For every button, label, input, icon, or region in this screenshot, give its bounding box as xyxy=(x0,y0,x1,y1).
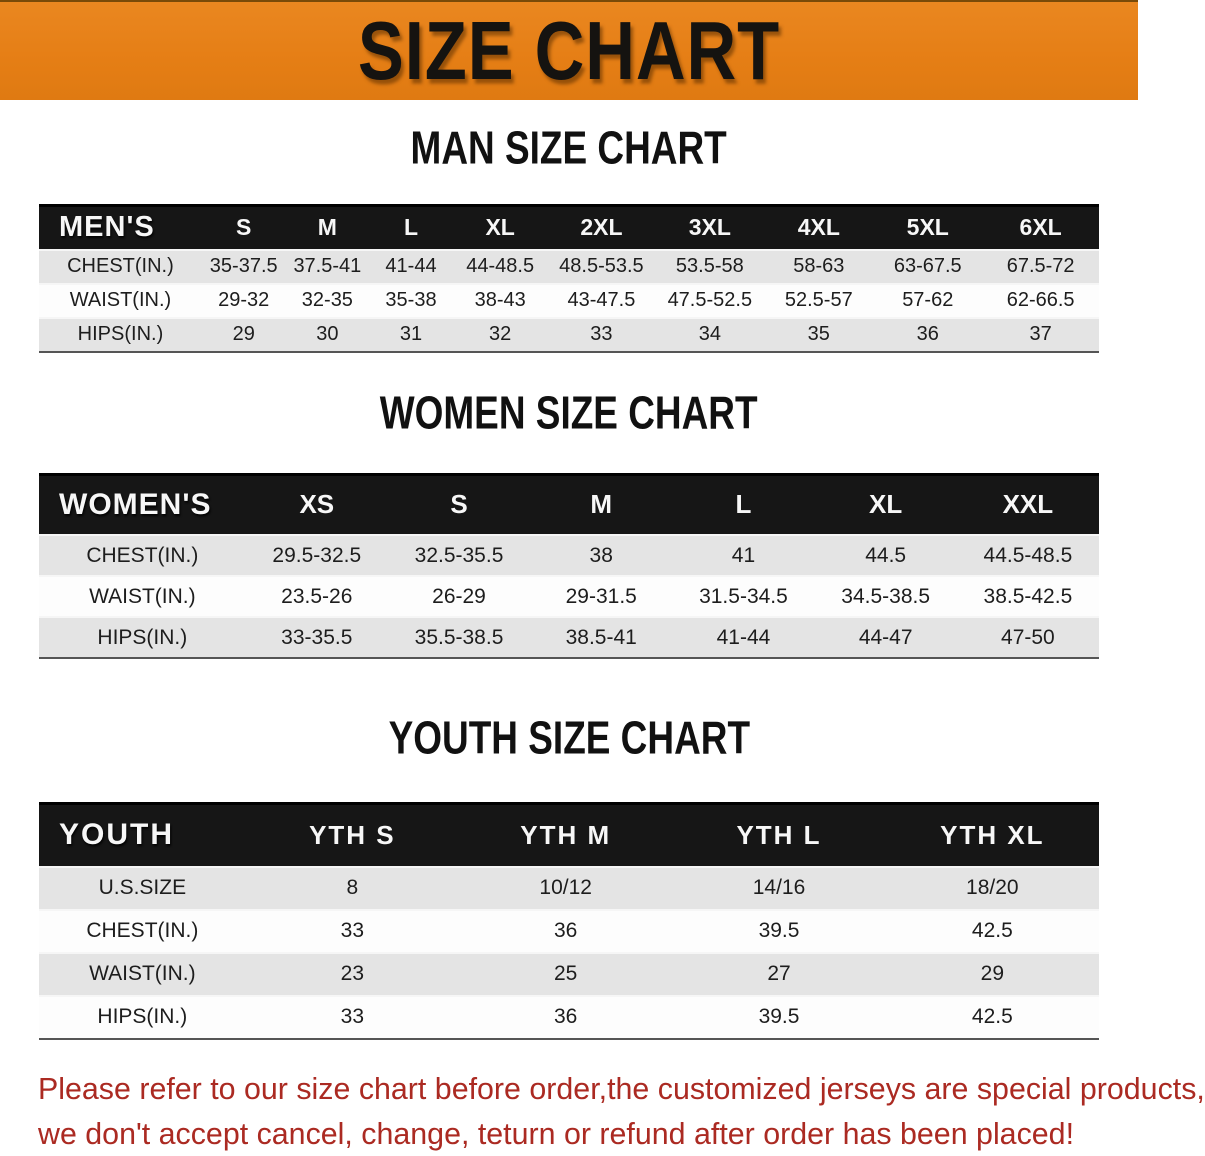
size-value-cell: 32-35 xyxy=(301,289,353,311)
size-column-header: 6XL xyxy=(982,206,1099,250)
size-value-cell: 31.5-34.5 xyxy=(699,584,788,608)
table-header-row xyxy=(39,804,1099,867)
size-column-header: XXL xyxy=(957,474,1099,535)
youth-size-table xyxy=(39,802,1099,1040)
table-row xyxy=(39,284,1099,318)
size-value-cell: 63-67.5 xyxy=(893,255,962,277)
size-value-cell: 37 xyxy=(1029,323,1052,345)
men-section-heading xyxy=(0,121,1138,182)
size-value-cell: 35-37.5 xyxy=(209,255,278,277)
size-value-cell: 38 xyxy=(589,543,613,567)
table-row xyxy=(39,996,1099,1039)
size-value-cell: 14/16 xyxy=(752,876,806,899)
size-column-header: M xyxy=(286,206,370,250)
youth-section-heading xyxy=(0,711,1138,772)
youth-size-section xyxy=(0,711,1138,1040)
size-value-cell: 38.5-41 xyxy=(565,625,637,649)
size-column-header: YTH L xyxy=(672,804,885,867)
size-value-cell: 42.5 xyxy=(971,1005,1013,1028)
size-value-cell: 10/12 xyxy=(539,876,592,899)
row-label: CHEST(IN.) xyxy=(86,919,199,942)
size-value-cell: 67.5-72 xyxy=(1006,255,1075,277)
table-row xyxy=(39,576,1099,617)
size-value-cell: 47.5-52.5 xyxy=(667,289,753,311)
size-value-cell: 23 xyxy=(340,962,365,985)
size-column-header: XL xyxy=(453,206,548,250)
size-column-header: M xyxy=(530,474,672,535)
size-value-cell: 26-29 xyxy=(432,584,486,608)
row-label: CHEST(IN.) xyxy=(67,255,174,277)
size-column-header: 3XL xyxy=(655,206,764,250)
size-value-cell: 29.5-32.5 xyxy=(272,543,362,567)
women-section-heading-text: WOMEN SIZE CHART xyxy=(380,386,758,438)
size-value-cell: 34.5-38.5 xyxy=(841,584,931,608)
table-header-row xyxy=(39,474,1099,535)
women-size-section xyxy=(0,386,1138,660)
size-chart-banner xyxy=(0,0,1138,100)
size-column-header: L xyxy=(369,206,453,250)
size-value-cell: 44-47 xyxy=(858,625,913,649)
size-value-cell: 33 xyxy=(340,1005,365,1028)
size-value-cell: 62-66.5 xyxy=(1006,289,1075,311)
row-label: CHEST(IN.) xyxy=(86,543,199,567)
size-value-cell: 25 xyxy=(554,962,578,985)
banner-title: SIZE CHART xyxy=(357,3,781,97)
table-corner-label: MEN'S xyxy=(39,206,202,250)
row-label: HIPS(IN.) xyxy=(97,625,188,649)
size-value-cell: 38.5-42.5 xyxy=(983,584,1073,608)
size-value-cell: 33 xyxy=(340,919,365,942)
youth-section-heading-text: YOUTH SIZE CHART xyxy=(388,711,750,764)
size-value-cell: 30 xyxy=(316,323,339,345)
disclaimer-line-1: Please refer to our size chart before order,the customized jerseys are special products, xyxy=(38,1070,1205,1106)
size-value-cell: 8 xyxy=(346,876,359,899)
table-header-row xyxy=(39,206,1099,250)
size-value-cell: 39.5 xyxy=(758,1005,800,1028)
size-value-cell: 29-31.5 xyxy=(565,584,637,608)
table-row xyxy=(39,535,1099,576)
size-column-header: YTH M xyxy=(459,804,672,867)
row-label: HIPS(IN.) xyxy=(77,323,164,345)
size-value-cell: 33 xyxy=(590,323,613,345)
size-value-cell: 52.5-57 xyxy=(784,289,853,311)
disclaimer-note xyxy=(38,1066,1205,1156)
size-value-cell: 44.5 xyxy=(865,543,907,567)
size-value-cell: 18/20 xyxy=(966,876,1019,899)
row-label: WAIST(IN.) xyxy=(69,289,172,311)
disclaimer-line-2: we don't accept cancel, change, teturn or refund after order has been placed! xyxy=(38,1115,1075,1151)
size-value-cell: 29-32 xyxy=(218,289,270,311)
size-column-header: 2XL xyxy=(547,206,655,250)
size-value-cell: 41-44 xyxy=(385,255,437,277)
size-value-cell: 27 xyxy=(767,962,791,985)
size-value-cell: 32.5-35.5 xyxy=(414,543,504,567)
women-size-table xyxy=(39,473,1099,660)
men-size-table xyxy=(39,204,1099,353)
size-column-header: S xyxy=(202,206,286,250)
size-value-cell: 29 xyxy=(232,323,255,345)
table-row xyxy=(39,910,1099,953)
men-size-section xyxy=(0,121,1138,353)
size-column-header: YTH XL xyxy=(886,804,1099,867)
size-column-header: YTH S xyxy=(246,804,459,867)
size-value-cell: 35-38 xyxy=(385,289,437,311)
table-corner-label: YOUTH xyxy=(39,804,246,867)
table-row xyxy=(39,318,1099,352)
size-value-cell: 43-47.5 xyxy=(567,289,636,311)
size-value-cell: 44.5-48.5 xyxy=(983,543,1073,567)
size-value-cell: 41-44 xyxy=(716,625,771,649)
size-value-cell: 41 xyxy=(731,543,756,567)
size-column-header: S xyxy=(388,474,530,535)
size-value-cell: 57-62 xyxy=(902,289,954,311)
row-label: HIPS(IN.) xyxy=(97,1005,188,1028)
size-column-header: 4XL xyxy=(764,206,873,250)
size-column-header: L xyxy=(672,474,814,535)
size-value-cell: 29 xyxy=(980,962,1005,985)
size-value-cell: 35.5-38.5 xyxy=(414,625,504,649)
table-row xyxy=(39,953,1099,996)
table-row xyxy=(39,867,1099,910)
size-value-cell: 36 xyxy=(916,323,939,345)
size-value-cell: 31 xyxy=(399,323,423,345)
size-value-cell: 32 xyxy=(489,323,512,345)
size-value-cell: 42.5 xyxy=(971,919,1013,942)
size-value-cell: 35 xyxy=(807,323,830,345)
table-row xyxy=(39,250,1099,284)
size-value-cell: 53.5-58 xyxy=(675,255,744,277)
row-label: WAIST(IN.) xyxy=(89,584,196,608)
size-value-cell: 48.5-53.5 xyxy=(559,255,644,277)
row-label: U.S.SIZE xyxy=(98,876,187,899)
row-label: WAIST(IN.) xyxy=(89,962,196,985)
size-column-header: 5XL xyxy=(873,206,982,250)
size-column-header: XS xyxy=(246,474,388,535)
size-value-cell: 37.5-41 xyxy=(293,255,362,277)
size-value-cell: 58-63 xyxy=(793,255,845,277)
size-column-header: XL xyxy=(815,474,957,535)
men-section-heading-text: MAN SIZE CHART xyxy=(410,121,728,174)
size-value-cell: 36 xyxy=(554,919,578,942)
women-section-heading xyxy=(0,386,1138,447)
size-value-cell: 39.5 xyxy=(758,919,800,942)
size-value-cell: 36 xyxy=(554,1005,578,1028)
size-value-cell: 33-35.5 xyxy=(281,625,353,649)
size-value-cell: 47-50 xyxy=(1001,625,1055,649)
size-value-cell: 38-43 xyxy=(474,289,526,311)
table-row xyxy=(39,617,1099,658)
table-corner-label: WOMEN'S xyxy=(39,474,246,535)
size-value-cell: 34 xyxy=(698,323,721,345)
size-value-cell: 23.5-26 xyxy=(281,584,353,608)
size-value-cell: 44-48.5 xyxy=(466,255,535,277)
